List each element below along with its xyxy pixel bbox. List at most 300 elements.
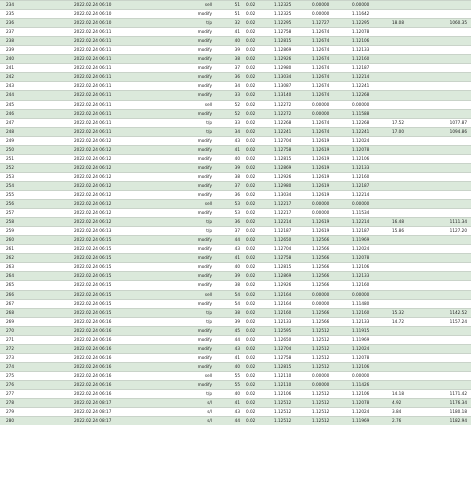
time-cell: 2022.02.24 06:16 — [66, 362, 172, 371]
type-cell: t/p — [172, 118, 214, 127]
balance-cell — [429, 1, 471, 10]
price-cell: 1.12869 — [274, 46, 312, 55]
table-row[interactable] — [0, 308, 471, 317]
size-cell: 0.02 — [246, 154, 274, 163]
take-profit-cell: 1.11642 — [352, 10, 392, 19]
size-cell: 0.02 — [246, 181, 274, 190]
stop-loss-cell: 1.12674 — [312, 37, 352, 46]
table-row[interactable] — [0, 417, 471, 426]
stop-loss-cell: 1.12674 — [312, 91, 352, 100]
stop-loss-cell: 1.12566 — [312, 263, 352, 272]
ticket-cell: 273 — [0, 353, 66, 362]
stop-loss-cell: 1.12566 — [312, 308, 352, 317]
ticket-cell: 270 — [0, 326, 66, 335]
order-cell: 44 — [214, 417, 246, 426]
table-row[interactable] — [0, 154, 471, 163]
table-row[interactable] — [0, 272, 471, 281]
time-cell: 2022.02.24 06:11 — [66, 127, 172, 136]
stop-loss-cell: 1.12566 — [312, 254, 352, 263]
type-cell: modify — [172, 335, 214, 344]
order-cell: 39 — [214, 317, 246, 326]
ticket-cell: 249 — [0, 136, 66, 145]
type-cell: modify — [172, 46, 214, 55]
balance-cell — [429, 263, 471, 272]
table-row[interactable] — [0, 82, 471, 91]
ticket-cell: 255 — [0, 190, 66, 199]
price-cell: 1.12650 — [274, 335, 312, 344]
profit-cell — [392, 10, 429, 19]
ticket-cell: 280 — [0, 417, 66, 426]
type-cell: s/l — [172, 417, 214, 426]
table-row[interactable] — [0, 37, 471, 46]
table-row[interactable] — [0, 172, 471, 181]
size-cell: 0.02 — [246, 190, 274, 199]
profit-cell: 15.86 — [392, 227, 429, 236]
time-cell: 2022.02.24 06:11 — [66, 28, 172, 37]
take-profit-cell: 1.11588 — [352, 109, 392, 118]
take-profit-cell: 1.12133 — [352, 46, 392, 55]
time-cell: 2022.02.24 08:17 — [66, 399, 172, 408]
profit-cell — [392, 353, 429, 362]
type-cell: t/p — [172, 19, 214, 28]
order-cell: 40 — [214, 37, 246, 46]
price-cell: 1.12758 — [274, 353, 312, 362]
stop-loss-cell: 0.00000 — [312, 371, 352, 380]
size-cell: 0.02 — [246, 308, 274, 317]
profit-cell — [392, 335, 429, 344]
balance-cell: 1077.87 — [429, 118, 471, 127]
price-cell: 1.13034 — [274, 190, 312, 199]
table-row[interactable] — [0, 190, 471, 199]
table-row[interactable] — [0, 10, 471, 19]
size-cell: 0.02 — [246, 408, 274, 417]
size-cell: 0.02 — [246, 390, 274, 399]
type-cell: sell — [172, 1, 214, 10]
stop-loss-cell: 1.12619 — [312, 218, 352, 227]
time-cell: 2022.02.24 06:15 — [66, 245, 172, 254]
price-cell: 1.12164 — [274, 290, 312, 299]
ticket-cell: 235 — [0, 10, 66, 19]
profit-cell — [392, 236, 429, 245]
profit-cell — [392, 299, 429, 308]
table-row[interactable] — [0, 227, 471, 236]
profit-cell — [392, 109, 429, 118]
time-cell: 2022.02.24 06:11 — [66, 73, 172, 82]
ticket-cell: 246 — [0, 109, 66, 118]
type-cell: modify — [172, 190, 214, 199]
size-cell: 0.02 — [246, 371, 274, 380]
time-cell: 2022.02.24 06:12 — [66, 200, 172, 209]
table-row[interactable] — [0, 245, 471, 254]
stop-loss-cell: 1.12619 — [312, 172, 352, 181]
size-cell: 0.02 — [246, 281, 274, 290]
balance-cell — [429, 281, 471, 290]
profit-cell — [392, 245, 429, 254]
type-cell: modify — [172, 181, 214, 190]
take-profit-cell: 1.12268 — [352, 118, 392, 127]
price-cell: 1.12217 — [274, 200, 312, 209]
size-cell: 0.02 — [246, 64, 274, 73]
type-cell: modify — [172, 299, 214, 308]
ticket-cell: 241 — [0, 64, 66, 73]
table-row[interactable] — [0, 209, 471, 218]
balance-cell — [429, 109, 471, 118]
profit-cell: 4.92 — [392, 399, 429, 408]
type-cell: modify — [172, 281, 214, 290]
balance-cell: 1171.42 — [429, 390, 471, 399]
table-row[interactable] — [0, 290, 471, 299]
time-cell: 2022.02.24 06:15 — [66, 290, 172, 299]
table-row[interactable] — [0, 371, 471, 380]
table-row[interactable] — [0, 326, 471, 335]
take-profit-cell: 1.12160 — [352, 281, 392, 290]
price-cell: 1.12758 — [274, 145, 312, 154]
type-cell: modify — [172, 64, 214, 73]
take-profit-cell: 1.12106 — [352, 390, 392, 399]
table-row[interactable] — [0, 181, 471, 190]
table-row[interactable] — [0, 362, 471, 371]
time-cell: 2022.02.24 06:10 — [66, 19, 172, 28]
price-cell: 1.12272 — [274, 109, 312, 118]
type-cell: modify — [172, 209, 214, 218]
stop-loss-cell: 0.00000 — [312, 200, 352, 209]
order-cell: 53 — [214, 200, 246, 209]
order-cell: 43 — [214, 408, 246, 417]
type-cell: modify — [172, 362, 214, 371]
type-cell: modify — [172, 272, 214, 281]
stop-loss-cell: 1.12619 — [312, 227, 352, 236]
price-cell: 1.12272 — [274, 100, 312, 109]
price-cell: 1.12512 — [274, 408, 312, 417]
stop-loss-cell: 1.12566 — [312, 245, 352, 254]
take-profit-cell: 1.12106 — [352, 263, 392, 272]
time-cell: 2022.02.24 06:11 — [66, 64, 172, 73]
take-profit-cell: 1.12078 — [352, 353, 392, 362]
order-cell: 43 — [214, 245, 246, 254]
type-cell: modify — [172, 326, 214, 335]
take-profit-cell: 1.11969 — [352, 236, 392, 245]
price-cell: 1.12325 — [274, 1, 312, 10]
time-cell: 2022.02.24 06:15 — [66, 299, 172, 308]
table-row[interactable] — [0, 136, 471, 145]
price-cell: 1.12110 — [274, 371, 312, 380]
table-row[interactable] — [0, 163, 471, 172]
stop-loss-cell: 1.12566 — [312, 281, 352, 290]
ticket-cell: 272 — [0, 344, 66, 353]
stop-loss-cell: 1.12512 — [312, 362, 352, 371]
balance-cell — [429, 344, 471, 353]
profit-cell: 16.48 — [392, 218, 429, 227]
balance-cell — [429, 353, 471, 362]
balance-cell: 1180.18 — [429, 408, 471, 417]
size-cell: 0.02 — [246, 73, 274, 82]
size-cell: 0.02 — [246, 399, 274, 408]
stop-loss-cell: 1.12674 — [312, 28, 352, 37]
balance-cell — [429, 254, 471, 263]
stop-loss-cell: 0.00000 — [312, 299, 352, 308]
table-row[interactable] — [0, 399, 471, 408]
ticket-cell: 277 — [0, 390, 66, 399]
stop-loss-cell: 1.12512 — [312, 408, 352, 417]
order-cell: 55 — [214, 380, 246, 389]
take-profit-cell: 1.12214 — [352, 73, 392, 82]
profit-cell — [392, 1, 429, 10]
stop-loss-cell: 0.00000 — [312, 290, 352, 299]
balance-cell: 1060.35 — [429, 19, 471, 28]
ticket-cell: 237 — [0, 28, 66, 37]
ticket-cell: 275 — [0, 371, 66, 380]
stop-loss-cell: 0.00000 — [312, 109, 352, 118]
balance-cell — [429, 362, 471, 371]
ticket-cell: 244 — [0, 91, 66, 100]
size-cell: 0.02 — [246, 172, 274, 181]
stop-loss-cell: 1.12674 — [312, 118, 352, 127]
balance-cell — [429, 326, 471, 335]
type-cell: modify — [172, 245, 214, 254]
profit-cell — [392, 263, 429, 272]
profit-cell — [392, 82, 429, 91]
ticket-cell: 278 — [0, 399, 66, 408]
type-cell: modify — [172, 145, 214, 154]
take-profit-cell: 1.12106 — [352, 154, 392, 163]
order-cell: 43 — [214, 136, 246, 145]
table-row[interactable] — [0, 55, 471, 64]
table-row[interactable] — [0, 1, 471, 10]
table-row[interactable] — [0, 353, 471, 362]
type-cell: modify — [172, 37, 214, 46]
take-profit-cell: 1.12133 — [352, 317, 392, 326]
take-profit-cell: 0.00000 — [352, 200, 392, 209]
order-cell: 53 — [214, 209, 246, 218]
order-cell: 41 — [214, 399, 246, 408]
table-row[interactable] — [0, 100, 471, 109]
table-row[interactable] — [0, 236, 471, 245]
ticket-cell: 262 — [0, 254, 66, 263]
time-cell: 2022.02.24 06:15 — [66, 281, 172, 290]
price-cell: 1.13034 — [274, 73, 312, 82]
stop-loss-cell: 1.12674 — [312, 82, 352, 91]
price-cell: 1.12869 — [274, 272, 312, 281]
balance-cell — [429, 82, 471, 91]
table-row[interactable] — [0, 64, 471, 73]
type-cell: sell — [172, 371, 214, 380]
take-profit-cell: 1.12133 — [352, 272, 392, 281]
time-cell: 2022.02.24 06:15 — [66, 254, 172, 263]
price-cell: 1.12815 — [274, 263, 312, 272]
balance-cell — [429, 91, 471, 100]
order-cell: 44 — [214, 335, 246, 344]
profit-cell — [392, 254, 429, 263]
take-profit-cell: 1.12078 — [352, 254, 392, 263]
table-row[interactable] — [0, 299, 471, 308]
size-cell: 0.02 — [246, 1, 274, 10]
stop-loss-cell: 1.12674 — [312, 55, 352, 64]
time-cell: 2022.02.24 06:16 — [66, 390, 172, 399]
take-profit-cell: 1.12024 — [352, 245, 392, 254]
size-cell: 0.02 — [246, 299, 274, 308]
stop-loss-cell: 1.12512 — [312, 353, 352, 362]
ticket-cell: 263 — [0, 263, 66, 272]
balance-cell — [429, 299, 471, 308]
table-row[interactable] — [0, 380, 471, 389]
size-cell: 0.02 — [246, 254, 274, 263]
table-row[interactable] — [0, 91, 471, 100]
table-row[interactable] — [0, 335, 471, 344]
balance-cell — [429, 100, 471, 109]
order-cell: 45 — [214, 326, 246, 335]
take-profit-cell: 1.12106 — [352, 362, 392, 371]
stop-loss-cell: 0.00000 — [312, 100, 352, 109]
take-profit-cell: 1.12160 — [352, 308, 392, 317]
type-cell: sell — [172, 100, 214, 109]
price-cell: 1.12295 — [274, 19, 312, 28]
type-cell: modify — [172, 254, 214, 263]
profit-cell: 17.52 — [392, 118, 429, 127]
time-cell: 2022.02.24 06:15 — [66, 263, 172, 272]
table-row[interactable] — [0, 46, 471, 55]
take-profit-cell: 1.11969 — [352, 335, 392, 344]
take-profit-cell: 1.11480 — [352, 299, 392, 308]
profit-cell — [392, 37, 429, 46]
type-cell: sell — [172, 290, 214, 299]
balance-cell: 1094.86 — [429, 127, 471, 136]
profit-cell — [392, 73, 429, 82]
table-row[interactable] — [0, 109, 471, 118]
take-profit-cell: 1.12268 — [352, 91, 392, 100]
size-cell: 0.02 — [246, 91, 274, 100]
price-cell: 1.12160 — [274, 308, 312, 317]
time-cell: 2022.02.24 06:13 — [66, 227, 172, 236]
take-profit-cell: 1.12214 — [352, 218, 392, 227]
price-cell: 1.12214 — [274, 218, 312, 227]
order-cell: 55 — [214, 371, 246, 380]
table-row[interactable] — [0, 281, 471, 290]
stop-loss-cell: 0.00000 — [312, 209, 352, 218]
order-cell: 38 — [214, 308, 246, 317]
order-cell: 38 — [214, 55, 246, 64]
order-cell: 40 — [214, 154, 246, 163]
time-cell: 2022.02.24 06:15 — [66, 236, 172, 245]
price-cell: 1.12980 — [274, 64, 312, 73]
table-row[interactable] — [0, 118, 471, 127]
time-cell: 2022.02.24 06:12 — [66, 145, 172, 154]
size-cell: 0.02 — [246, 344, 274, 353]
profit-cell — [392, 154, 429, 163]
profit-cell — [392, 290, 429, 299]
price-cell: 1.12512 — [274, 417, 312, 426]
ticket-cell: 256 — [0, 200, 66, 209]
stop-loss-cell: 0.00000 — [312, 10, 352, 19]
profit-cell — [392, 91, 429, 100]
take-profit-cell: 1.12187 — [352, 181, 392, 190]
table-row[interactable] — [0, 200, 471, 209]
stop-loss-cell: 1.12512 — [312, 326, 352, 335]
profit-cell — [392, 272, 429, 281]
size-cell: 0.02 — [246, 10, 274, 19]
ticket-cell: 260 — [0, 236, 66, 245]
table-row[interactable] — [0, 344, 471, 353]
profit-cell — [392, 46, 429, 55]
balance-cell — [429, 181, 471, 190]
balance-cell — [429, 272, 471, 281]
table-row[interactable] — [0, 317, 471, 326]
profit-cell — [392, 209, 429, 218]
time-cell: 2022.02.24 06:11 — [66, 91, 172, 100]
time-cell: 2022.02.24 06:11 — [66, 109, 172, 118]
stop-loss-cell: 1.12512 — [312, 390, 352, 399]
ticket-cell: 264 — [0, 272, 66, 281]
take-profit-cell: 1.11534 — [352, 209, 392, 218]
balance-cell: 1142.52 — [429, 308, 471, 317]
type-cell: modify — [172, 82, 214, 91]
profit-cell — [392, 190, 429, 199]
type-cell: s/l — [172, 408, 214, 417]
time-cell: 2022.02.24 06:12 — [66, 136, 172, 145]
table-row[interactable] — [0, 263, 471, 272]
price-cell: 1.12815 — [274, 37, 312, 46]
time-cell: 2022.02.24 08:17 — [66, 417, 172, 426]
price-cell: 1.12325 — [274, 10, 312, 19]
ticket-cell: 247 — [0, 118, 66, 127]
type-cell: modify — [172, 380, 214, 389]
order-cell: 52 — [214, 100, 246, 109]
type-cell: t/p — [172, 308, 214, 317]
ticket-cell: 279 — [0, 408, 66, 417]
price-cell: 1.12926 — [274, 281, 312, 290]
balance-cell — [429, 10, 471, 19]
balance-cell — [429, 64, 471, 73]
price-cell: 1.12926 — [274, 172, 312, 181]
type-cell: t/p — [172, 218, 214, 227]
stop-loss-cell: 1.12674 — [312, 64, 352, 73]
profit-cell — [392, 145, 429, 154]
table-row[interactable] — [0, 28, 471, 37]
type-cell: modify — [172, 55, 214, 64]
ticket-cell: 245 — [0, 100, 66, 109]
time-cell: 2022.02.24 06:16 — [66, 344, 172, 353]
type-cell: modify — [172, 91, 214, 100]
table-row[interactable] — [0, 19, 471, 28]
ticket-cell: 242 — [0, 73, 66, 82]
table-row[interactable] — [0, 127, 471, 136]
ticket-cell: 251 — [0, 154, 66, 163]
table-row[interactable] — [0, 145, 471, 154]
stop-loss-cell: 1.12619 — [312, 190, 352, 199]
profit-cell — [392, 136, 429, 145]
stop-loss-cell: 1.12619 — [312, 136, 352, 145]
profit-cell: 14.18 — [392, 390, 429, 399]
balance-cell: 1157.24 — [429, 317, 471, 326]
table-row[interactable] — [0, 390, 471, 399]
price-cell: 1.12704 — [274, 136, 312, 145]
ticket-cell: 259 — [0, 227, 66, 236]
price-cell: 1.12980 — [274, 181, 312, 190]
order-cell: 37 — [214, 64, 246, 73]
size-cell: 0.02 — [246, 326, 274, 335]
table-row[interactable] — [0, 218, 471, 227]
order-cell: 36 — [214, 190, 246, 199]
table-row[interactable] — [0, 408, 471, 417]
order-cell: 40 — [214, 390, 246, 399]
time-cell: 2022.02.24 06:16 — [66, 317, 172, 326]
take-profit-cell: 1.12133 — [352, 163, 392, 172]
size-cell: 0.02 — [246, 28, 274, 37]
balance-cell: 1111.34 — [429, 218, 471, 227]
table-row[interactable] — [0, 73, 471, 82]
stop-loss-cell: 1.12619 — [312, 181, 352, 190]
table-row[interactable] — [0, 254, 471, 263]
size-cell: 0.02 — [246, 109, 274, 118]
